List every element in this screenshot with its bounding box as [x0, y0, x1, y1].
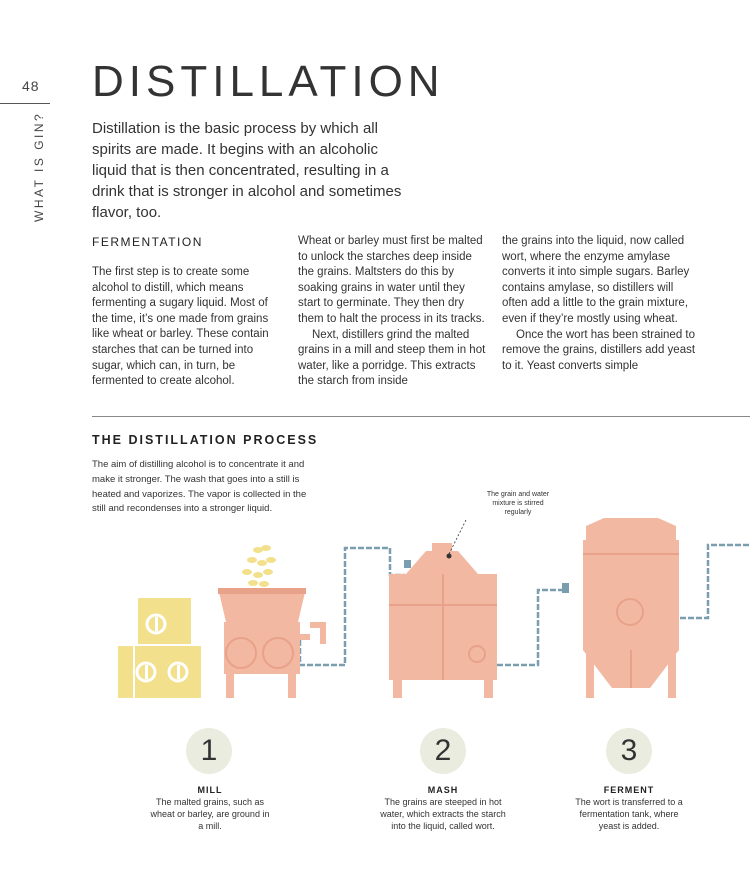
column-2-paragraph-2: Next, distillers grind the malted grains in a mill and steep them in hot water, like a porridge. This extracts the starch from inside [298, 328, 486, 388]
pipe-ferment-out [680, 545, 750, 618]
step-3-badge: 3 [606, 728, 652, 774]
page-number: 48 [22, 78, 40, 94]
callout-dot [447, 554, 452, 559]
column-3-paragraph-1: the grains into the liquid, now called wort, where the enzyme amylase converts it into simple sugars. Barley contains amylase, so distillers will often add a little to the grain mixture, even if they’re mostly using wheat. [502, 235, 690, 325]
step-2-description: The grains are steeped in hot water, which extracts the starch into the liquid, called wort. [380, 797, 506, 831]
fermentation-heading: FERMENTATION [92, 235, 203, 249]
intro-paragraph: Distillation is the basic process by which all spirits are made. It begins with an alcoholic liquid that is then concentrated, resulting in a drink that is stronger in alcohol and sometimes flavor, too. [92, 120, 402, 221]
grain-mill-icon [218, 588, 326, 698]
step-3-description: The wort is transferred to a fermentation tank, where yeast is added. [575, 797, 683, 831]
section-side-label: WHAT IS GIN? [32, 111, 46, 222]
fermentation-tank-icon [583, 518, 679, 698]
pipe-mash-to-ferment [497, 590, 565, 665]
step-1-name: MILL [197, 785, 223, 795]
valve-icon [562, 583, 569, 593]
step-2-badge: 2 [420, 728, 466, 774]
mash-callout: The grain and water mixture is stirred regularly [486, 491, 550, 516]
process-description: The aim of distilling alcohol is to concentrate it and make it stronger. The wash that goes into a still is heated and vaporizes. The vapor is collected in the still and recondenses into a stronger liquid. [92, 459, 307, 515]
column-1-text: The first step is to create some alcohol to distill, which means fermenting a sugary liquid. Most of the time, it’s one made from grains like wheat or barley. These contain starches that can be turned into sugar, which can, in turn, be fermented to create alcohol. [92, 266, 269, 388]
step-1-badge: 1 [186, 728, 232, 774]
grain-sacks-icon [118, 598, 201, 698]
step-2-name: MASH [427, 785, 459, 795]
step-1-description: The malted grains, such as wheat or barley, are ground in a mill. [150, 797, 270, 831]
valve-icon [404, 560, 411, 568]
step-3-name: FERMENT [603, 785, 655, 795]
callout-leader [449, 520, 466, 554]
falling-grain-icon [242, 545, 276, 587]
page-title: DISTILLATION [92, 57, 445, 106]
column-2-paragraph-1: Wheat or barley must first be malted to unlock the starches deep inside the grains. Maltsters do this by soaking grains in water until they start to germinate. They then dry them to halt the process in its tracks. [298, 235, 485, 325]
pipe-lines [300, 545, 750, 665]
column-3-paragraph-2: Once the wort has been strained to remove the grains, distillers add yeast to it. Yeast converts simple [502, 328, 696, 372]
process-heading: THE DISTILLATION PROCESS [92, 433, 319, 447]
